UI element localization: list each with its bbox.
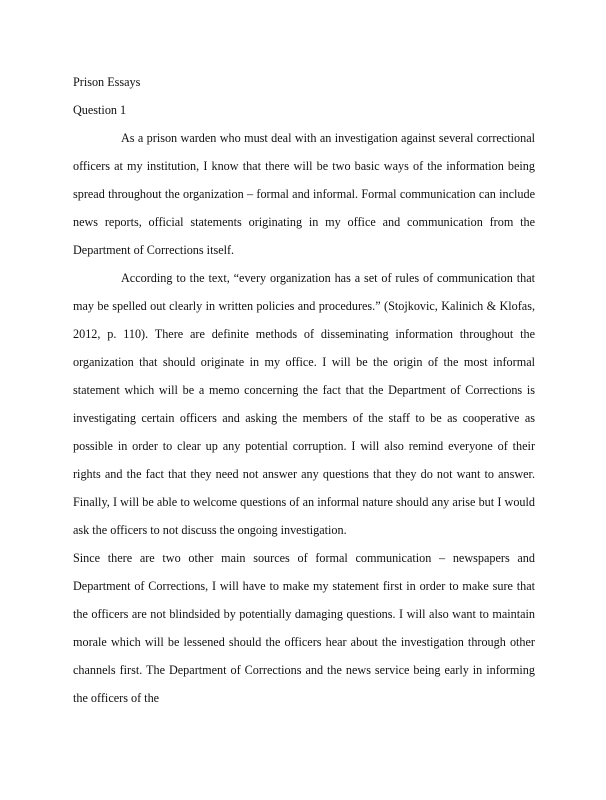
paragraph-1: As a prison warden who must deal with an investigation against several correctional officers at my institution, I know that there will be two basic ways of the information being spread throughout the organization – formal and informal. Formal communication can include news reports, official statements originating in my office and communication from the Department of Corrections itself. (73, 131, 535, 257)
question-heading: Question 1 (73, 103, 127, 117)
paragraph-2: According to the text, “every organization has a set of rules of communication that may be spelled out clearly in written policies and procedures.” (Stojkovic, Kalinich & Klofas, 2012, p. 110). There are definite methods of disseminating information throughout the organization that should originate in my office. I will be the origin of the most informal statement which will be a memo concerning the fact that the Department of Corrections is investigating certain officers and asking the members of the staff to be as cooperative as possible in order to clear up any potential corruption. I will also remind everyone of their rights and the fact that they need not answer any questions that they do not want to answer. Finally, I will be able to welcome questions of an informal nature should any arise but I would ask the officers to not discuss the ongoing investigation. (73, 271, 535, 537)
paragraph-3: Since there are two other main sources of formal communication – newspapers and Department of Corrections, I will have to make my statement first in order to make sure that the officers are not blindsided by potentially damaging questions. I will also want to maintain morale which will be lessened should the officers hear about the investigation through other channels first. The Department of Corrections and the news service being early in informing the officers of the (73, 551, 535, 705)
document-body (73, 68, 535, 712)
document-title: Prison Essays (73, 75, 141, 89)
